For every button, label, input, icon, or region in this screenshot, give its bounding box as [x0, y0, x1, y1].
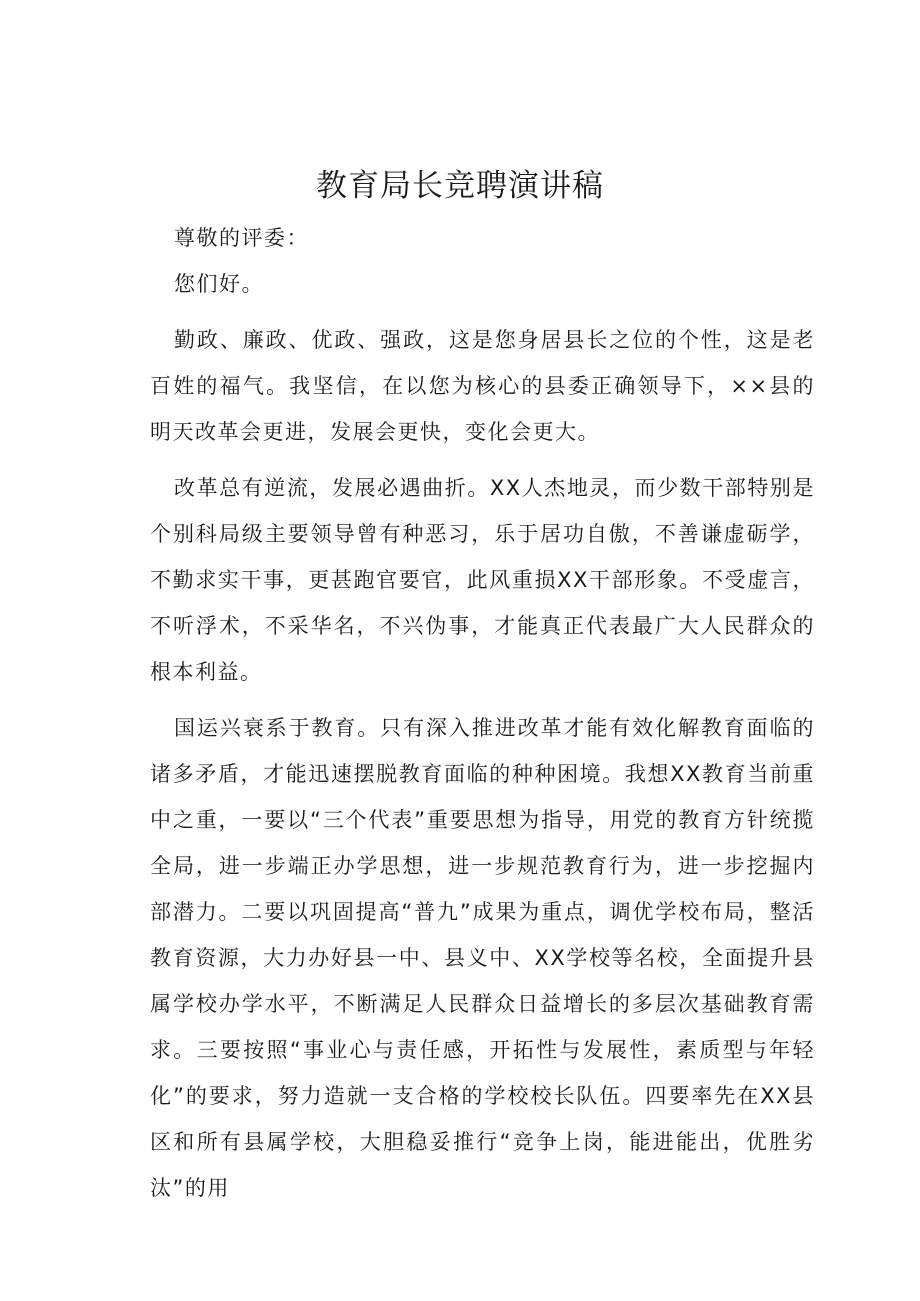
- paragraph: 勤政、廉政、优政、强政，这是您身居县长之位的个性，这是老百姓的福气。我坚信，在以您为核心的县委正确领导下，××县的明天改革会更进，发展会更快，变化会更大。: [150, 328, 815, 444]
- greeting: 您们好。: [174, 272, 264, 296]
- paragraph: 国运兴衰系于教育。只有深入推进改革才能有效化解教育面临的诸多矛盾，才能迅速摆脱教育面临的种种困境。我想XX教育当前重中之重，一要以“三个代表”重要思想为指导，用党的教育方针统揽全局，进一步端正办学思想，进一步规范教育行为，进一步挖掘内部潜力。二要以巩固提高“普九”成果为重点，调优学校布局，整活教育资源，大力办好县一中、县义中、XX学校等名校，全面提升县属学校办学水平，不断满足人民群众日益增长的多层次基础教育需求。三要按照“事业心与责任感，开拓性与发展性，素质型与年轻化”的要求，努力造就一支合格的学校校长队伍。四要率先在XX县区和所有县属学校，大胆稳妥推行“竞争上岗，能进能出，优胜劣汰”的用: [150, 716, 815, 1200]
- salutation: 尊敬的评委：: [174, 226, 309, 250]
- document-body: [150, 215, 815, 1211]
- document-title: 教育局长竞聘演讲稿: [316, 168, 604, 204]
- paragraph: 改革总有逆流，发展必遇曲折。XX人杰地灵，而少数干部特别是个别科局级主要领导曾有种恶习，乐于居功自傲，不善谦虚砺学，不勤求实干事，更甚跑官要官，此风重损XX干部形象。不受虚言，不听浮术，不采华名，不兴伪事，才能真正代表最广大人民群众的根本利益。: [150, 476, 815, 684]
